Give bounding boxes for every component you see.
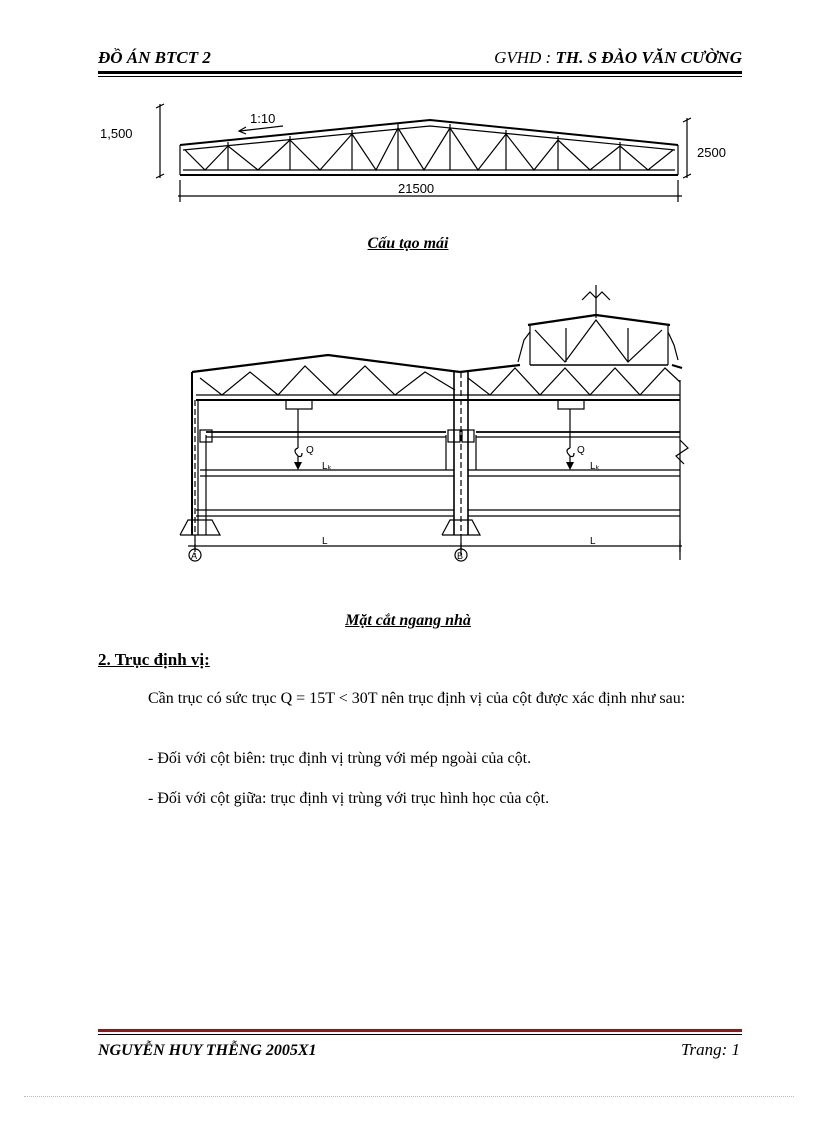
page-bottom-dotted-line xyxy=(24,1096,794,1097)
header-rule xyxy=(98,71,742,74)
truss-drawing xyxy=(90,98,740,213)
header-left-title: ĐỒ ÁN BTCT 2 xyxy=(98,48,211,67)
span-label-bay2: L xyxy=(590,536,596,547)
caption-cross-section: Mặt cắt ngang nhà xyxy=(345,612,471,629)
header-supervisor-name: TH. S ĐÀO VĂN CƯỜNG xyxy=(555,48,742,67)
cross-section-drawing xyxy=(170,282,700,567)
crane-span-label-bay2: Lₖ xyxy=(590,461,600,472)
truss-left-dimension: 1,500 xyxy=(100,126,133,141)
header-supervisor-label: GVHD : xyxy=(494,48,556,67)
body-paragraph: Cần trục có sức trục Q = 15T < 30T nên trục định vị của cột được xác định như sau: xyxy=(148,690,686,707)
section-heading: 2. Trục định vị: xyxy=(98,650,210,669)
caption-roof-structure: Cấu tạo mái xyxy=(367,235,449,252)
footer-page-label: Trang: xyxy=(680,1040,732,1059)
header-rule-thin xyxy=(98,76,742,77)
load-label-bay1: Q xyxy=(306,445,314,456)
footer-page-number: 1 xyxy=(731,1040,740,1059)
crane-span-label-bay1: Lₖ xyxy=(322,461,332,472)
truss-right-dimension: 2500 xyxy=(697,145,726,160)
truss-slope-label: 1:10 xyxy=(250,111,276,126)
bullet-middle-column: - Đối với cột giữa: trục định vị trùng với trục hình học của cột. xyxy=(148,790,550,807)
footer-rule-red xyxy=(98,1029,742,1032)
footer-author: NGUYỄN HUY THỄNG 2005X1 xyxy=(98,1042,317,1059)
axis-a-label: A xyxy=(191,551,198,561)
bullet-edge-column: - Đối với cột biên: trục định vị trùng với mép ngoài của cột. xyxy=(148,750,532,767)
footer-rule-dark xyxy=(98,1034,742,1035)
load-label-bay2: Q xyxy=(577,445,585,456)
footer-page xyxy=(681,1040,740,1060)
header-right-supervisor xyxy=(494,48,742,68)
truss-span-dimension: 21500 xyxy=(398,181,435,196)
axis-b-label: B xyxy=(457,551,464,561)
span-label-bay1: L xyxy=(322,536,328,547)
